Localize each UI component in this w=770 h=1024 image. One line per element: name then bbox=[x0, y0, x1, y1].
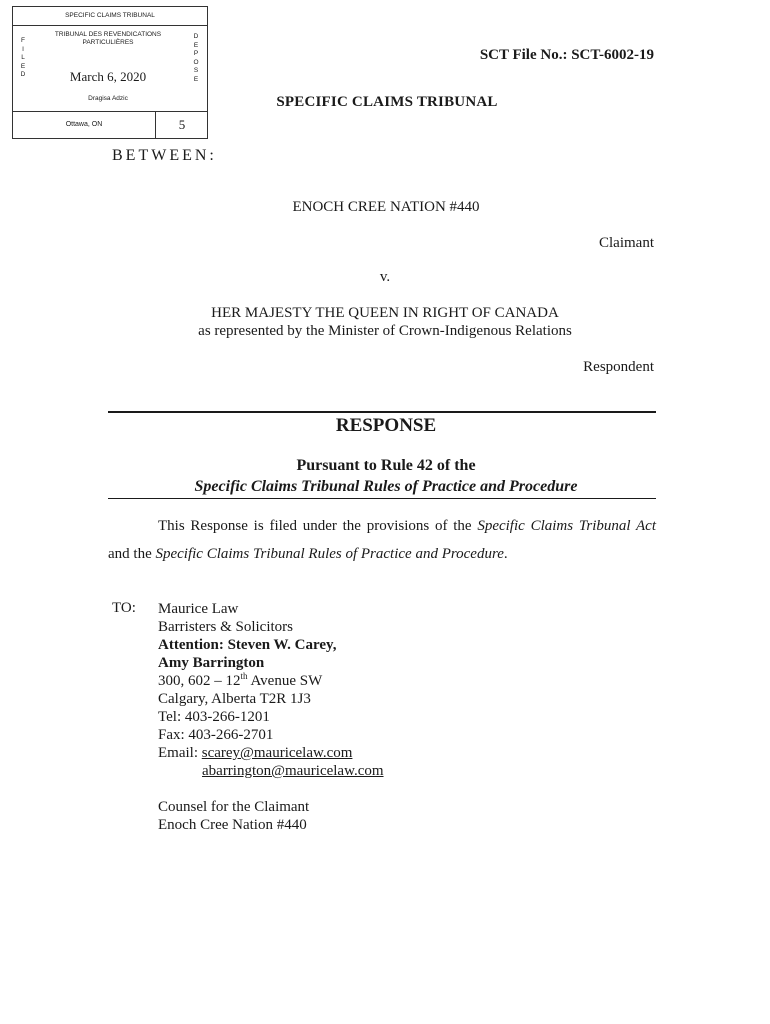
address-text: Avenue SW bbox=[247, 673, 323, 689]
stamp-date: March 6, 2020 bbox=[69, 69, 147, 84]
stamp-letter: E bbox=[193, 75, 199, 83]
rules-title: Specific Claims Tribunal Rules of Practice and Procedure bbox=[194, 478, 578, 495]
stamp-subheader: TRIBUNAL DES REVENDICATIONS PARTICULIÈRES bbox=[54, 31, 162, 46]
filing-stamp bbox=[12, 6, 208, 139]
firm-name: Maurice Law bbox=[158, 601, 239, 617]
between-label: BETWEEN: bbox=[112, 147, 217, 164]
divider-top bbox=[108, 411, 656, 413]
address-suffix: th bbox=[240, 671, 248, 681]
respondent-representation: as represented by the Minister of Crown-Indigenous Relations bbox=[198, 323, 572, 339]
attention-line: Attention: Steven W. Carey, bbox=[158, 637, 337, 653]
fax: Fax: 403-266-2701 bbox=[158, 727, 274, 743]
counsel-line-1: Counsel for the Claimant bbox=[158, 799, 310, 815]
stamp-letter: F bbox=[21, 37, 25, 44]
stamp-city: Ottawa, ON bbox=[13, 112, 156, 138]
document-title: RESPONSE bbox=[335, 415, 437, 436]
stamp-letter: P bbox=[193, 50, 199, 57]
address-text: 300, 602 – 12 bbox=[158, 673, 241, 689]
stamp-letter: D bbox=[193, 33, 199, 40]
stamp-letter: L bbox=[21, 54, 25, 61]
claimant-role: Claimant bbox=[599, 235, 654, 251]
counsel-line-2: Enoch Cree Nation #440 bbox=[158, 817, 307, 833]
email-link-carey[interactable]: scarey@mauricelaw.com bbox=[201, 745, 353, 761]
rules-reference: Specific Claims Tribunal Rules of Practice and Procedure bbox=[155, 546, 504, 562]
stamp-letter: O bbox=[193, 58, 199, 66]
address-line-1 bbox=[158, 672, 384, 690]
divider-bottom bbox=[108, 498, 656, 499]
stamp-depose-letters bbox=[192, 33, 200, 84]
claimant-name: ENOCH CREE NATION #440 bbox=[292, 199, 480, 215]
stamp-header: SPECIFIC CLAIMS TRIBUNAL bbox=[13, 7, 207, 26]
act-title: Specific Claims Tribunal Act bbox=[477, 518, 657, 534]
stamp-number: 5 bbox=[178, 117, 186, 132]
body-text: . bbox=[503, 546, 508, 562]
body-line-2 bbox=[108, 546, 656, 563]
body-line-1 bbox=[158, 518, 656, 535]
body-text: and the bbox=[108, 546, 156, 562]
email-label: Email: bbox=[158, 745, 202, 761]
stamp-footer bbox=[13, 111, 207, 138]
stamp-clerk: Dragisa Adzic bbox=[88, 95, 128, 102]
firm-description: Barristers & Solicitors bbox=[158, 619, 293, 635]
telephone: Tel: 403-266-1201 bbox=[158, 709, 270, 725]
to-label: TO: bbox=[112, 600, 136, 616]
attention-line-2: Amy Barrington bbox=[158, 655, 265, 671]
body-text: This Response is filed under the provisions of the bbox=[158, 518, 478, 534]
spacer bbox=[158, 780, 384, 798]
tribunal-heading: SPECIFIC CLAIMS TRIBUNAL bbox=[276, 94, 498, 110]
stamp-letter: S bbox=[193, 67, 199, 74]
stamp-letter: D bbox=[20, 71, 26, 78]
respondent-name: HER MAJESTY THE QUEEN IN RIGHT OF CANADA bbox=[211, 305, 559, 321]
stamp-letter: I bbox=[22, 45, 24, 53]
email-link-barrington[interactable]: abarrington@mauricelaw.com bbox=[202, 763, 384, 779]
stamp-letter: E bbox=[20, 62, 26, 70]
stamp-filed-letters bbox=[19, 37, 27, 80]
versus: v. bbox=[379, 269, 391, 285]
recipient-block bbox=[158, 600, 384, 834]
respondent-role: Respondent bbox=[583, 359, 654, 375]
address-line-2: Calgary, Alberta T2R 1J3 bbox=[158, 691, 311, 707]
file-number: SCT File No.: SCT-6002-19 bbox=[479, 47, 654, 63]
email-line-1 bbox=[158, 744, 384, 762]
email-line-2 bbox=[158, 762, 384, 780]
stamp-letter: E bbox=[193, 41, 199, 49]
pursuant-line: Pursuant to Rule 42 of the bbox=[296, 457, 476, 474]
